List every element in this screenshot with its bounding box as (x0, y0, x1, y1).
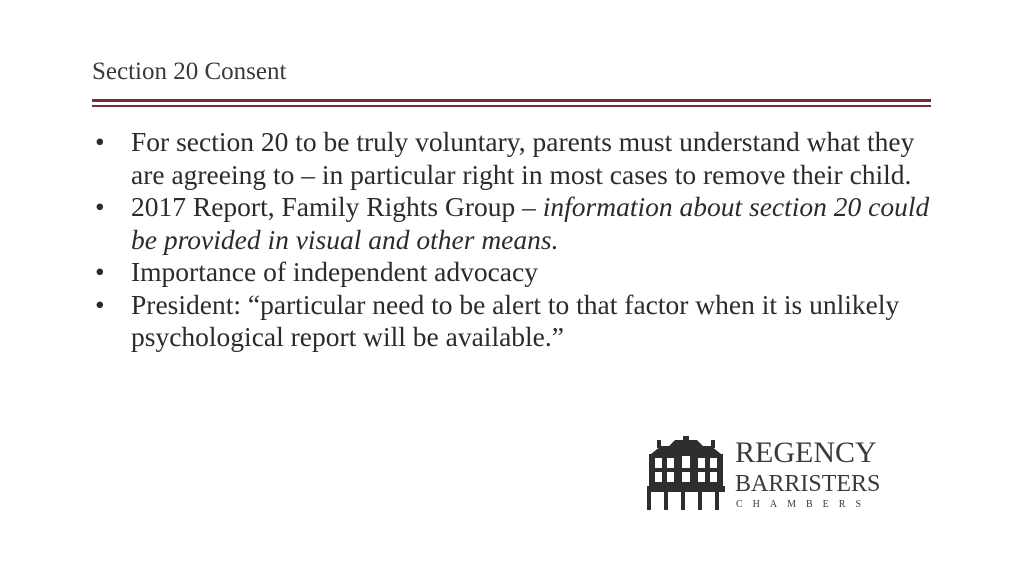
logo-line-chambers: CHAMBERS (736, 499, 872, 510)
bullet-text: For section 20 to be truly voluntary, parents must understand what they are agreeing to – in particular right in most cases to remove their child. (131, 126, 915, 190)
slide-title: Section 20 Consent (92, 58, 287, 85)
bullet-item (95, 126, 945, 191)
building-icon (645, 436, 727, 512)
title-divider-top (92, 99, 931, 102)
logo-line-regency: REGENCY (735, 436, 877, 469)
bullet-dot: • (95, 126, 105, 157)
logo-line-barristers: BARRISTERS (735, 471, 881, 497)
bullet-dot: • (95, 256, 105, 287)
bullet-item (95, 289, 945, 354)
bullet-text: Importance of independent advocacy (131, 256, 538, 287)
regency-barristers-logo (645, 436, 895, 512)
title-divider-bottom (92, 105, 931, 107)
bullet-text: President: “particular need to be alert to that factor when it is unlikely psychological report will be available.” (131, 288, 900, 352)
bullet-item (95, 191, 945, 256)
bullet-italic-text: information about section 20 could be provided in visual and other means. (131, 191, 930, 255)
bullet-text: 2017 Report, Family Rights Group – (131, 191, 543, 222)
bullet-dot: • (95, 288, 105, 320)
bullet-dot: • (95, 191, 105, 222)
bullet-list (95, 126, 945, 354)
bullet-item (95, 256, 945, 289)
